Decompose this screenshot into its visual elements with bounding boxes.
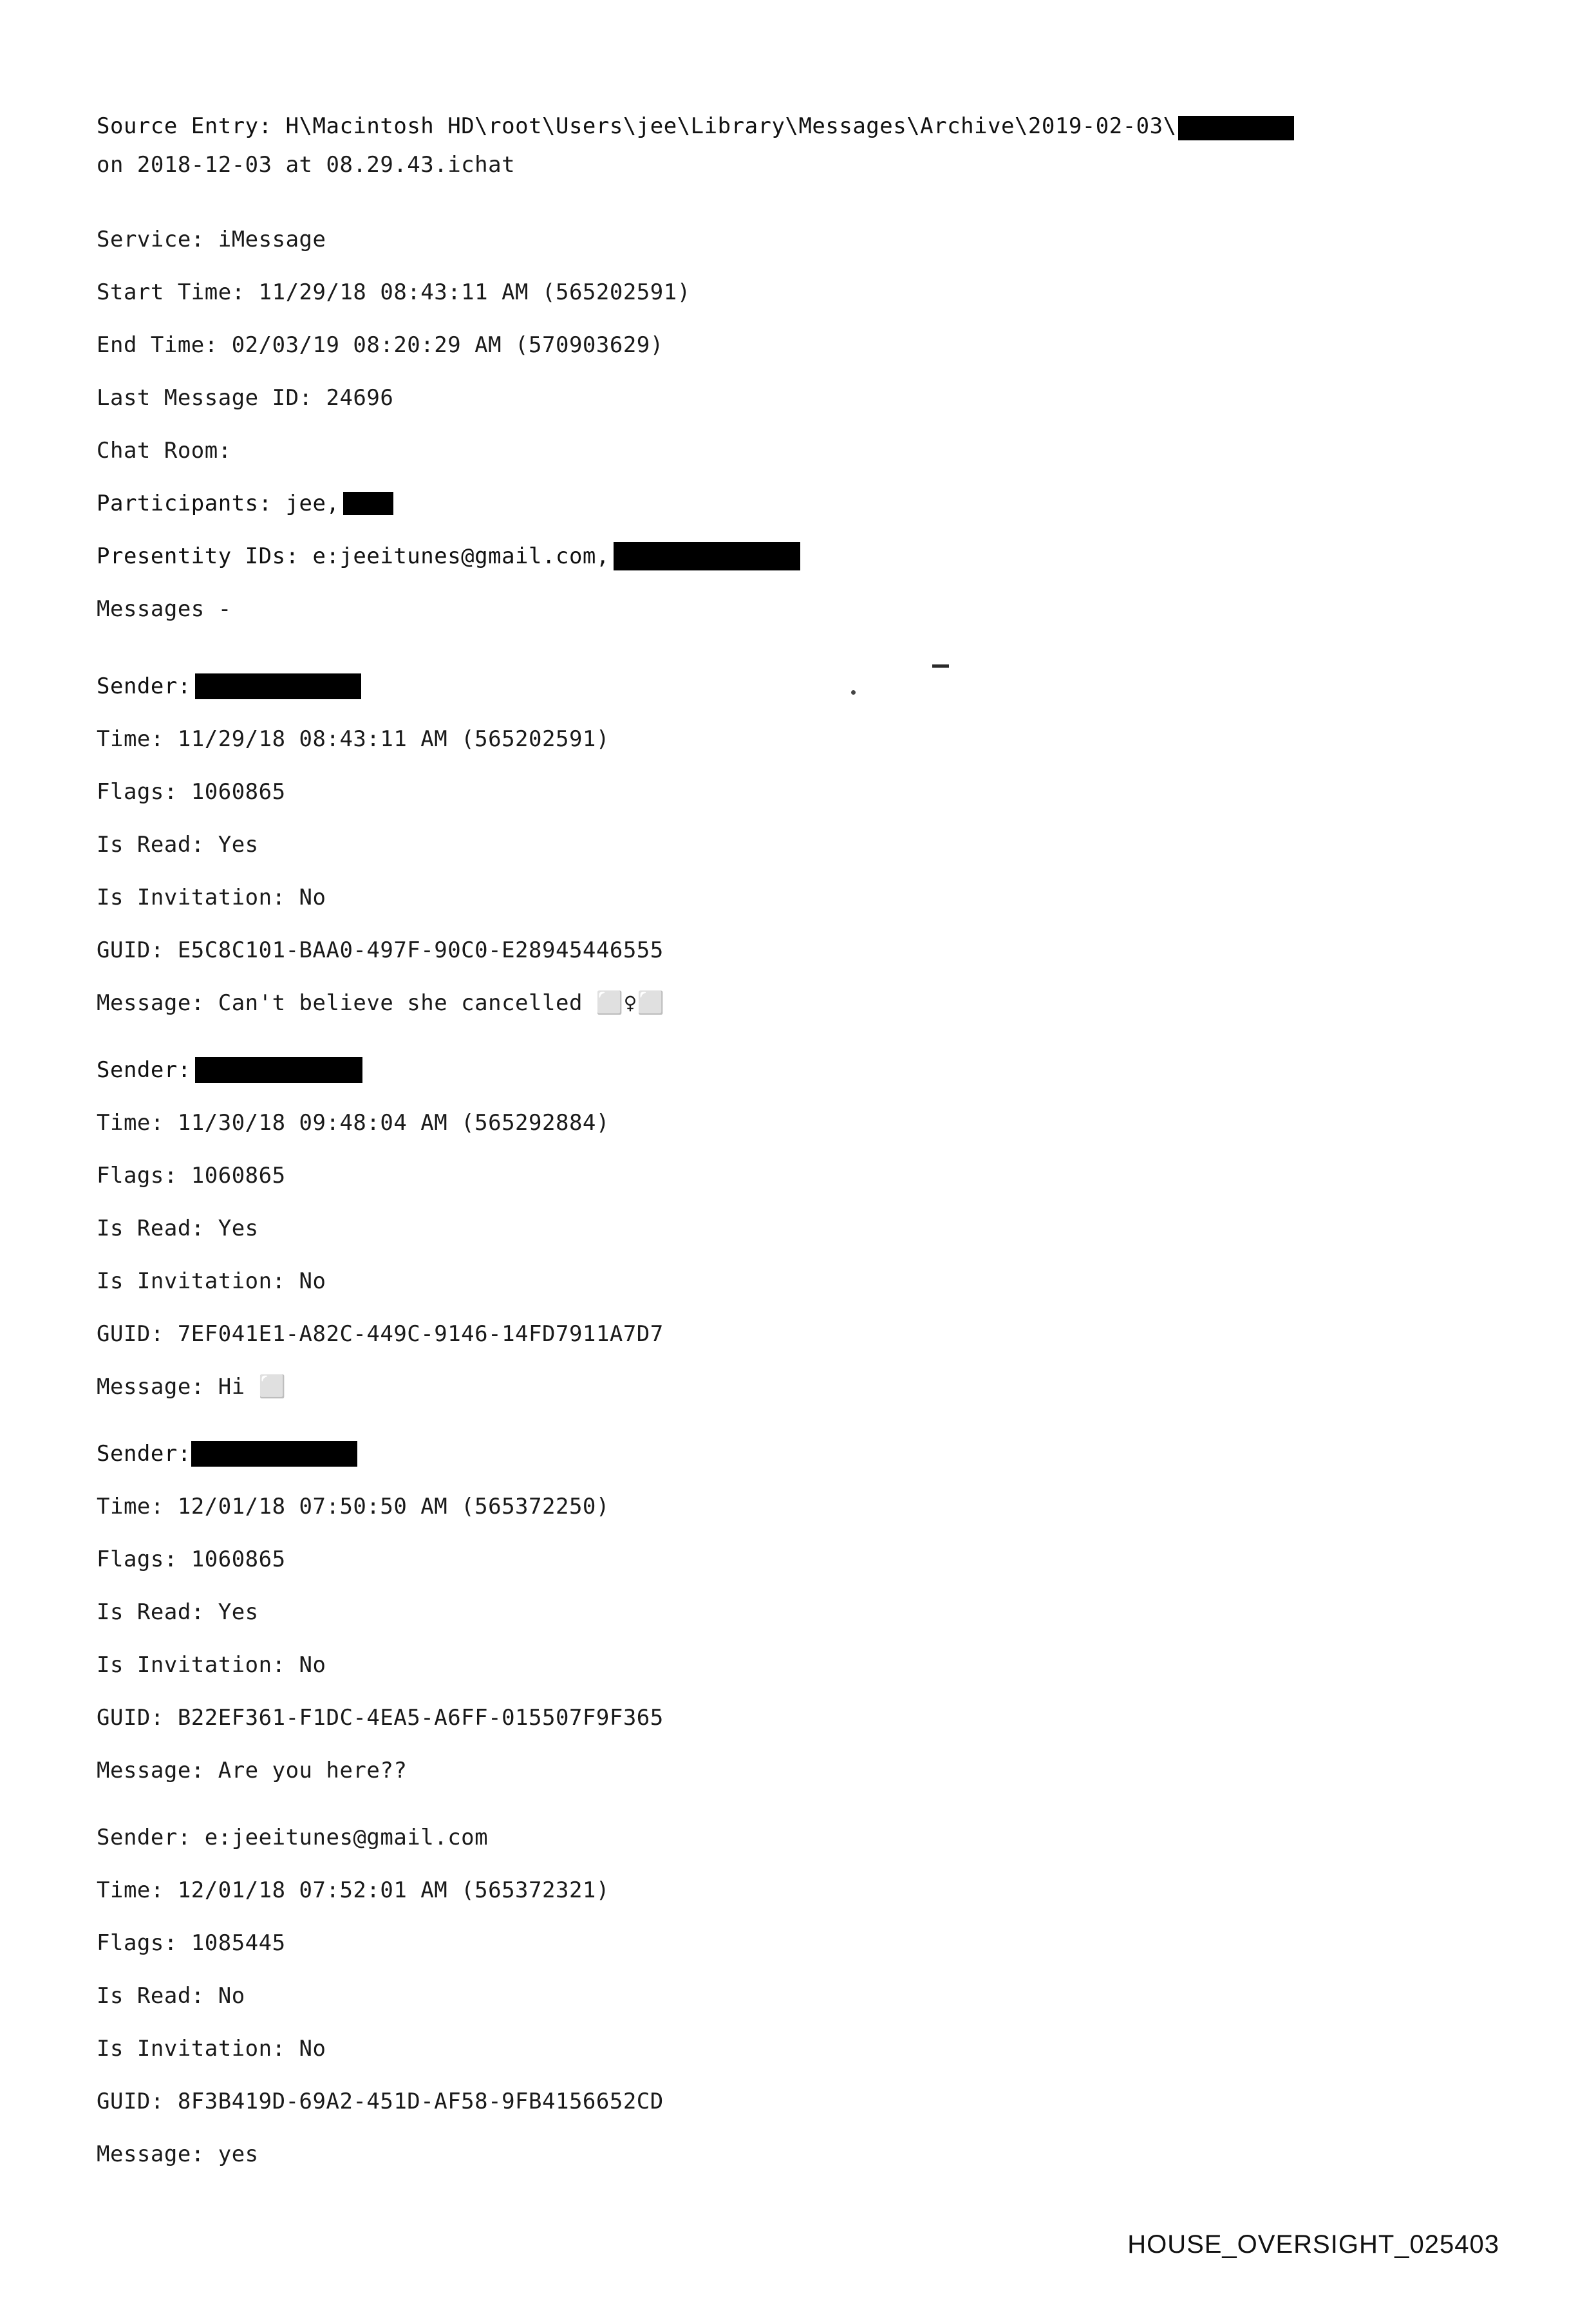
guid-line: GUID: B22EF361-F1DC-4EA5-A6FF-015507F9F365 (97, 1705, 664, 1731)
is-invitation-line: Is Invitation: No (97, 2036, 326, 2062)
is-invitation-line: Is Invitation: No (97, 885, 326, 910)
sender-label: Sender: (97, 1057, 191, 1083)
participants-line (97, 477, 1500, 530)
redaction-bar (195, 673, 361, 699)
message-text-line: Message: Hi ⬜ (97, 1374, 286, 1400)
sender-line (97, 1044, 1500, 1096)
bates-stamp: HOUSE_OVERSIGHT_025403 (1127, 2230, 1499, 2259)
start-time-line: Start Time: 11/29/18 08:43:11 AM (565202591) (97, 279, 691, 305)
scan-artifact-dot (851, 690, 856, 695)
time-line: Time: 12/01/18 07:52:01 AM (565372321) (97, 1877, 610, 1903)
sender-line (97, 660, 1500, 713)
time-line: Time: 12/01/18 07:50:50 AM (565372250) (97, 1494, 610, 1519)
is-invitation-line: Is Invitation: No (97, 1652, 326, 1678)
message-text-line: Message: Are you here?? (97, 1758, 408, 1783)
service-line: Service: iMessage (97, 227, 326, 252)
source-entry-block (97, 100, 1500, 191)
message-entry (97, 1427, 1500, 1797)
last-message-id-line: Last Message ID: 24696 (97, 385, 394, 411)
message-entry (97, 660, 1500, 1029)
presentity-label: Presentity IDs: e:jeeitunes@gmail.com, (97, 543, 610, 569)
flags-line: Flags: 1060865 (97, 779, 286, 805)
time-line: Time: 11/30/18 09:48:04 AM (565292884) (97, 1110, 610, 1136)
source-entry-continued: on 2018-12-03 at 08.29.43.ichat (97, 152, 516, 178)
redaction-bar (1178, 116, 1294, 140)
message-text-line: Message: Can't believe she cancelled ⬜♀⬜ (97, 990, 665, 1016)
flags-line: Flags: 1085445 (97, 1930, 286, 1956)
message-text-line: Message: yes (97, 2141, 259, 2167)
guid-line: GUID: E5C8C101-BAA0-497F-90C0-E28945446555 (97, 937, 664, 963)
sender-label: Sender: (97, 673, 191, 699)
time-line: Time: 11/29/18 08:43:11 AM (565202591) (97, 726, 610, 752)
source-entry-text: Source Entry: (97, 113, 272, 139)
scan-artifact-dash (932, 664, 949, 668)
is-read-line: Is Read: Yes (97, 1599, 259, 1625)
sender-line (97, 1427, 1500, 1480)
redaction-bar (195, 1057, 362, 1083)
guid-line: GUID: 7EF041E1-A82C-449C-9146-14FD7911A7D7 (97, 1321, 664, 1347)
source-entry-path: H\Macintosh HD\root\Users\jee\Library\Messages\Archive\2019-02-03\ (285, 113, 1177, 139)
redaction-bar (614, 542, 800, 570)
guid-line: GUID: 8F3B419D-69A2-451D-AF58-9FB4156652CD (97, 2089, 664, 2114)
flags-line: Flags: 1060865 (97, 1546, 286, 1572)
redaction-bar (191, 1441, 357, 1467)
is-read-line: Is Read: No (97, 1983, 245, 2009)
sender-label: Sender: (97, 1441, 191, 1467)
chat-room-line: Chat Room: (97, 438, 232, 464)
end-time-line: End Time: 02/03/19 08:20:29 AM (570903629) (97, 332, 664, 358)
is-invitation-line: Is Invitation: No (97, 1268, 326, 1294)
participants-label: Participants: jee, (97, 491, 340, 516)
is-read-line: Is Read: Yes (97, 1216, 259, 1241)
presentity-line (97, 530, 1500, 583)
message-entry (97, 1044, 1500, 1413)
message-entry (97, 1811, 1500, 2181)
document-body (97, 100, 1500, 2195)
redaction-bar (343, 492, 393, 515)
sender-line: Sender: e:jeeitunes@gmail.com (97, 1825, 489, 1850)
is-read-line: Is Read: Yes (97, 832, 259, 858)
messages-heading: Messages - (97, 596, 232, 622)
flags-line: Flags: 1060865 (97, 1163, 286, 1189)
